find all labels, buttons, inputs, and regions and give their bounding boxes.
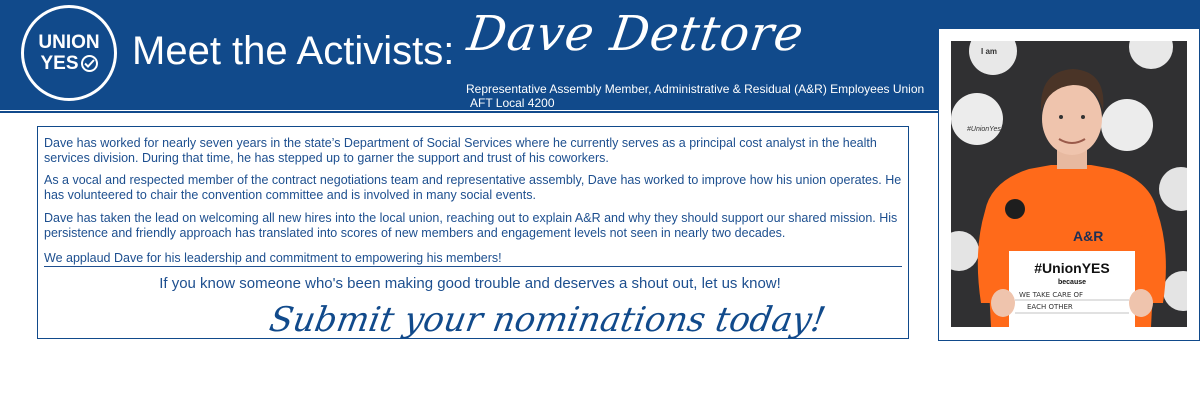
activist-photo: [951, 41, 1187, 327]
paragraph-2: As a vocal and respected member of the contract negotiations team and representative assembly, Dave has worked to improve how his union operates. He has volunteered to chair the convention committee and is involved in many social events.: [44, 173, 902, 202]
page-title: Meet the Activists:: [132, 29, 455, 73]
activist-subtitle: [466, 82, 924, 110]
sign-handwriting-1: WE TAKE CARE OF: [1019, 291, 1084, 299]
sign-handwriting-2: EACH OTHER: [1027, 303, 1073, 311]
paragraph-4: We applaud Dave for his leadership and commitment to empowering his members!: [44, 251, 502, 265]
logo-line2: YES: [40, 53, 79, 74]
union-pin: [1005, 199, 1025, 219]
subtitle-role: Representative Assembly Member, Administrative & Residual (A&R) Employees Union: [466, 82, 925, 96]
sign-because: because: [1057, 279, 1087, 286]
submit-nominations-text: Submit your nominations today!: [266, 300, 829, 340]
paragraph-1: Dave has worked for nearly seven years in the state’s Department of Social Services where he currently serves as a principal cost analyst in the health services division. During that time, he has stepped up to garner the support and trust of his coworkers.: [44, 136, 877, 165]
sign-title: #UnionYES: [1034, 260, 1110, 276]
content-divider: [44, 266, 902, 267]
backdrop-hashtag: #UnionYes: [967, 126, 1001, 133]
union-yes-logo: [21, 5, 117, 101]
paragraph-3: Dave has taken the lead on welcoming all new hires into the local union, reaching out to explain A&R and why they should support our shared mission. His persistence and friendly approach has translated into scores of new members and engagement levels not seen in nearly two decades.: [44, 211, 898, 240]
shirt-logo: A&R: [1073, 228, 1104, 244]
check-icon: [81, 55, 98, 72]
logo-line1: UNION: [38, 32, 100, 53]
backdrop-sign-text: I am: [981, 47, 998, 56]
call-to-action: If you know someone who's been making good trouble and deserves a shout out, let us know!: [159, 275, 781, 292]
subtitle-local: AFT Local 4200: [470, 96, 555, 110]
activist-name: Dave Dettore: [464, 6, 808, 62]
logo-bottom-row: [40, 54, 97, 73]
